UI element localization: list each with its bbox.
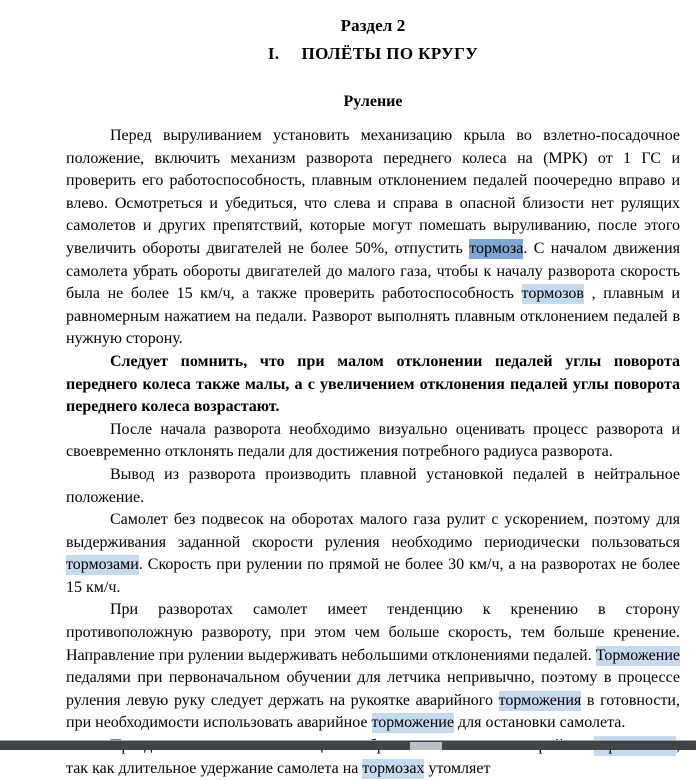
subsection-heading: Руление — [343, 93, 403, 110]
search-highlight: торможение — [371, 714, 454, 732]
search-highlight: тормозами — [66, 556, 139, 574]
search-highlight: тормоза — [469, 239, 524, 257]
paragraph: Следует помнить, что при малом отклонении педалей углы поворота переднего колеса также малы, а с увеличением отклонения педалей углы поворота переднего колеса возрастают. — [66, 352, 680, 416]
paragraph: Перед выруливанием установить механизацию крыла во взлетно-посадочное положение, включить механизм разворота переднего колеса на (МРК) от 1 ГС и проверить его работоспособность, плавным отклонением педалей поочередно вправо и влево. Осмотреться и убедиться, что слева и справа в опасной близости нет рулящих самолетов и других препятствий, которые могут помешать выруливанию, после этого увеличить обороты двигателей не более 50%, отпустить тормоза. С началом движения самолета убрать обороты двигателей до малого газа, чтобы к началу разворота скорость была не более 15 км/ч, а также проверить работоспособность тормозов , плавным и равномерным нажатием на педали. Разворот выполнять плавным отклонением педалей в нужную сторону. — [66, 127, 681, 348]
search-highlight: торможения — [498, 691, 582, 709]
search-highlight: тормозах — [362, 759, 425, 777]
chapter-heading — [66, 44, 680, 64]
horizontal-scrollbar-thumb[interactable] — [410, 742, 442, 750]
document-text-column — [66, 0, 680, 780]
paragraph: так как длительное удержание самолета на тормозах утомляет — [66, 735, 680, 780]
paragraph: Самолет без подвесок на оборотах малого газа рулит с ускорением, поэтому для выдерживания заданной скорости руления необходимо периодически пользоваться тормозами. Скорость при рулении по прямой не более 30 км/ч, а на разворотах не более 15 км/ч. — [66, 511, 680, 596]
page-title: Раздел 2 — [340, 16, 406, 35]
paragraph: При разворотах самолет имеет тенденцию к кренению в сторону противоположную развороту, при этом чем больше скорость, тем больше кренение. Направление при рулении выдерживать небольшими отклонениями педалей. Торможение педалями при первоначальном обучении для летчика непривычно, поэтому в процессе руления левую руку следует держать на рукоятке аварийного торможения в готовности, при необходимости использовать аварийное торможение для остановки самолета. — [66, 601, 680, 732]
search-highlight: тормозов — [521, 285, 584, 303]
horizontal-scrollbar[interactable] — [0, 740, 696, 750]
paragraph: Вывод из разворота производить плавной установкой педалей в нейтральное положение. — [66, 465, 680, 506]
search-highlight: Торможение — [595, 646, 680, 664]
chapter-numeral: I. — [267, 44, 280, 63]
chapter-title: ПОЛЁТЫ ПО КРУГУ — [301, 44, 479, 63]
paragraph: После начала разворота необходимо визуально оценивать процесс разворота и своевременно отклонять педали для достижения потребного радиуса разворота. — [66, 420, 680, 461]
